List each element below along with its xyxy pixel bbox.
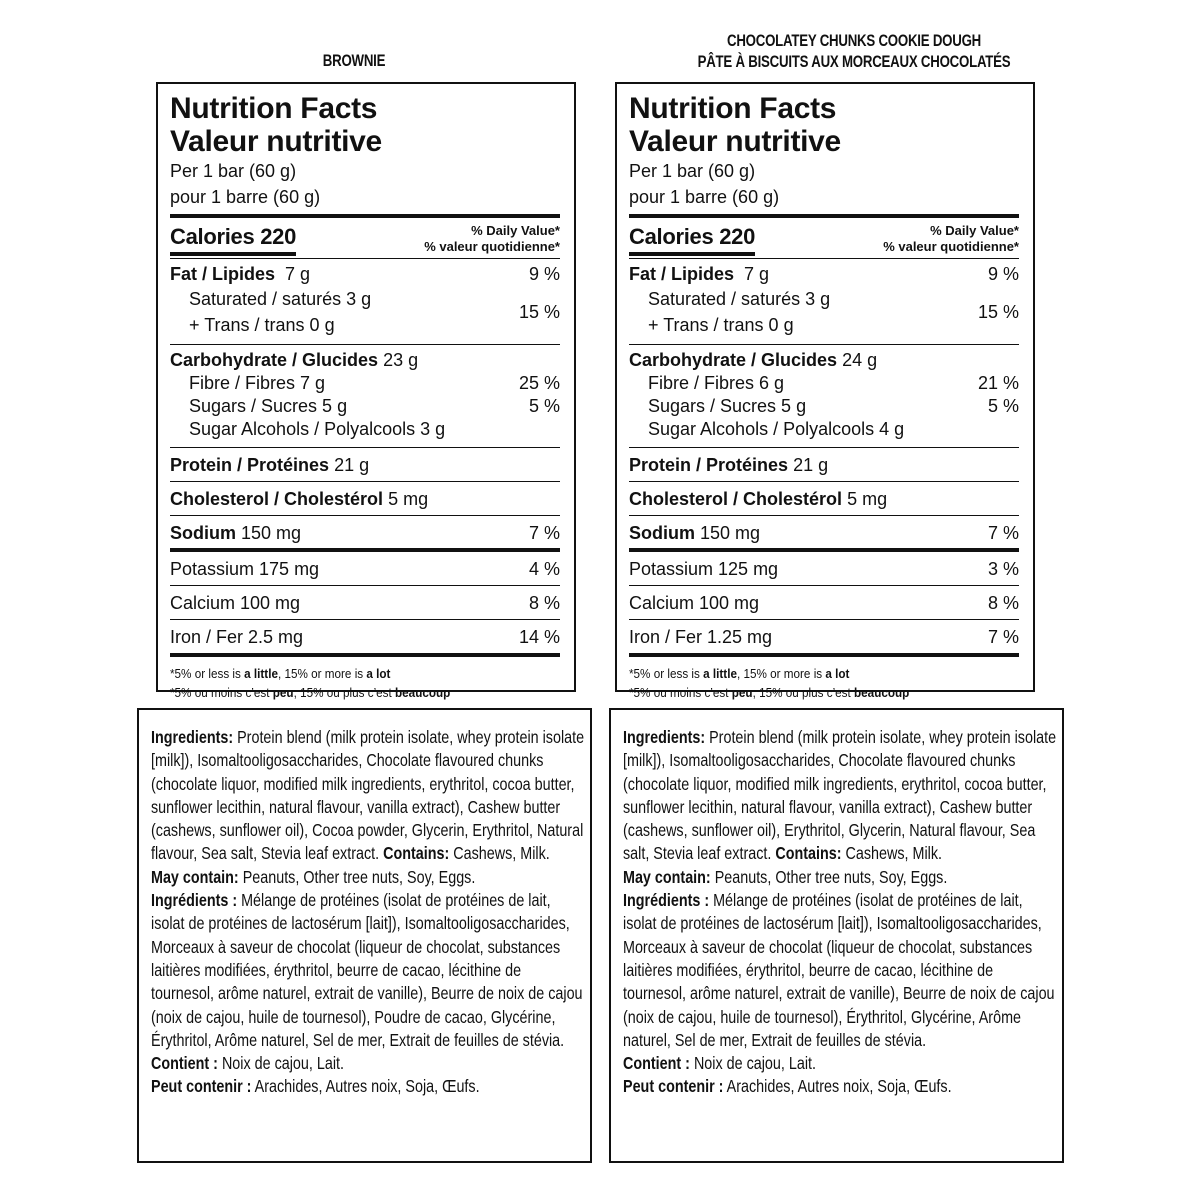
fibre-row <box>629 372 1019 395</box>
sugars-percent: 5 % <box>987 396 1019 416</box>
contient-text: Noix de cajou, Lait. <box>689 1053 816 1074</box>
may-contain-label: May contain: <box>623 866 711 887</box>
may-contain-label: May contain: <box>151 866 239 887</box>
ingredients-fr-label: Ingrédients : <box>151 890 238 911</box>
saturated-trans-percent: 15 % <box>518 302 560 322</box>
fat-group <box>629 259 1019 344</box>
ingredients-fr <box>623 889 1058 1052</box>
iron-percent: 7 % <box>987 627 1019 647</box>
serving-size-en: Per 1 bar (60 g) <box>170 161 297 181</box>
fat-amount: 7 g <box>744 264 770 284</box>
potassium-amount: Potassium 125 mg <box>629 559 779 579</box>
ingredients-en <box>151 726 586 866</box>
nutrition-heading-en: Nutrition Facts <box>170 92 378 125</box>
sugar-alcohols-amount: Sugar Alcohols / Polyalcools 4 g <box>648 419 905 439</box>
protein-row <box>170 448 560 481</box>
divider <box>170 653 560 657</box>
sugar-alcohols-row <box>170 418 560 441</box>
serving-size-fr: pour 1 barre (60 g) <box>629 187 780 207</box>
nutrition-heading-en: Nutrition Facts <box>629 92 837 125</box>
product-title-line: PÂTE À BISCUITS AUX MORCEAUX CHOCOLATÉS <box>697 52 1011 71</box>
carbohydrate-row <box>629 349 1019 372</box>
fibre-percent: 25 % <box>518 373 560 393</box>
carbohydrate-row <box>170 349 560 372</box>
potassium-percent: 4 % <box>528 559 560 579</box>
saturated-fat: Saturated / saturés 3 g <box>189 289 372 309</box>
contains-text: Cashews, Milk. <box>449 843 550 864</box>
peut-contenir <box>151 1075 586 1098</box>
fibre-amount: Fibre / Fibres 7 g <box>189 373 326 393</box>
sodium-row <box>629 516 1019 548</box>
iron-amount: Iron / Fer 2.5 mg <box>170 627 304 647</box>
footnote-text: *5% ou moins c’est <box>170 685 273 700</box>
footnote-emphasis: a lot <box>366 666 391 681</box>
footnote-emphasis: a little <box>703 666 737 681</box>
nutrition-facts-panel-brownie <box>156 82 576 700</box>
contains-label: Contains: <box>775 843 842 864</box>
ingredients-en <box>623 726 1058 866</box>
potassium-percent: 3 % <box>987 559 1019 579</box>
footnote-text: *5% or less is <box>629 666 704 681</box>
footnote-emphasis: beaucoup <box>395 685 451 700</box>
daily-value-footnote <box>629 664 980 702</box>
footnote-text: , 15% or more is <box>277 666 367 681</box>
contient <box>623 1052 1058 1075</box>
iron-row <box>629 620 1019 653</box>
trans-fat: + Trans / trans 0 g <box>189 315 335 335</box>
ingredients-text: Protein blend (milk protein isolate, whey protein isolate [milk]), Isomaltooligosaccharides, Chocolate flavoured chunks (chocolate liquor, modified milk ingredients, erythritol, cocoa butter, sunflower lecithin, natural flavour, vanilla extract), Cashew butter (cashews, sunflower oil), Erythritol, Glycerin, Natural flavour, Sea salt, Stevia leaf extract. <box>623 727 1057 864</box>
fat-percent: 9 % <box>528 264 560 284</box>
product-title-cookie-dough <box>667 30 1041 72</box>
protein-label: Protein / Protéines <box>629 455 789 475</box>
fat-label: Fat / Lipides <box>629 264 735 284</box>
cholesterol-row <box>170 482 560 515</box>
iron-amount: Iron / Fer 1.25 mg <box>629 627 773 647</box>
ingredients-label: Ingredients: <box>623 727 706 747</box>
cholesterol-amount: 5 mg <box>388 489 429 509</box>
fibre-percent: 21 % <box>977 373 1019 393</box>
potassium-row <box>629 552 1019 585</box>
product-title-line: CHOCOLATEY CHUNKS COOKIE DOUGH <box>726 31 982 50</box>
may-contain <box>623 866 1058 889</box>
daily-value-en: % Daily Value* <box>471 223 560 238</box>
ingredients-panel-brownie <box>137 708 592 1163</box>
ingredients-fr <box>151 889 586 1052</box>
ingredients-panel-cookie-dough <box>609 708 1064 1163</box>
sodium-row <box>170 516 560 548</box>
sugars-percent: 5 % <box>528 396 560 416</box>
footnote-emphasis: a lot <box>825 666 850 681</box>
carbohydrate-group <box>629 345 1019 447</box>
nutrition-facts-panel-cookie-dough <box>615 82 1035 700</box>
fat-row <box>170 263 560 286</box>
fat-group <box>170 259 560 344</box>
daily-value-fr: % valeur quotidienne* <box>883 239 1019 254</box>
sugar-alcohols-amount: Sugar Alcohols / Polyalcools 3 g <box>189 419 446 439</box>
carbohydrate-amount: 24 g <box>842 350 878 370</box>
fat-row <box>629 263 1019 286</box>
saturated-trans-row <box>629 286 1019 338</box>
ingredients-fr-text: Mélange de protéines (isolat de protéines de lait, isolat de protéines de lactosérum [lait]), Isomaltooligosaccharides, Morceaux à saveur de chocolat (liqueur de chocolat, substances laitières modifiées, érythritol, beurre de cacao, lécithine de tournesol, arôme naturel, extrait de vanille), Beurre de noix de cajou (noix de cajou, huile de tournesol), Érythritol, Glycérine, Arôme naturel, Sel de mer, Extrait de feuilles de stévia. <box>623 890 1055 1050</box>
fat-percent: 9 % <box>987 264 1019 284</box>
protein-row <box>629 448 1019 481</box>
footnote-emphasis: peu <box>272 685 294 700</box>
cholesterol-row <box>629 482 1019 515</box>
cholesterol-amount: 5 mg <box>847 489 888 509</box>
footnote-emphasis: a little <box>244 666 278 681</box>
protein-amount: 21 g <box>793 455 829 475</box>
sodium-percent: 7 % <box>528 523 560 543</box>
calcium-row <box>170 586 560 619</box>
footnote-en <box>629 664 980 683</box>
contains-text: Cashews, Milk. <box>841 843 942 864</box>
daily-value-footnote <box>170 664 521 702</box>
iron-percent: 14 % <box>518 627 560 647</box>
carbohydrate-label: Carbohydrate / Glucides <box>170 350 379 370</box>
calcium-amount: Calcium 100 mg <box>170 593 301 613</box>
calcium-row <box>629 586 1019 619</box>
peut-contenir-label: Peut contenir : <box>151 1076 252 1097</box>
serving-size-fr: pour 1 barre (60 g) <box>170 187 321 207</box>
sodium-amount: 150 mg <box>241 523 302 543</box>
potassium-row <box>170 552 560 585</box>
may-contain-text: Peanuts, Other tree nuts, Soy, Eggs. <box>238 866 476 887</box>
may-contain <box>151 866 586 889</box>
fibre-row <box>170 372 560 395</box>
protein-label: Protein / Protéines <box>170 455 330 475</box>
footnote-text: *5% or less is <box>170 666 245 681</box>
nutrition-heading-fr: Valeur nutritive <box>170 125 382 158</box>
calories-value: Calories 220 <box>629 224 755 256</box>
may-contain-text: Peanuts, Other tree nuts, Soy, Eggs. <box>710 866 948 887</box>
sugars-row <box>170 395 560 418</box>
saturated-trans-percent: 15 % <box>977 302 1019 322</box>
sugars-amount: Sugars / Sucres 5 g <box>189 396 348 416</box>
daily-value-heading <box>883 223 1019 255</box>
contient <box>151 1052 586 1075</box>
footnote-text: *5% ou moins c’est <box>629 685 732 700</box>
cholesterol-label: Cholesterol / Cholestérol <box>170 489 384 509</box>
footnote-fr <box>629 683 980 702</box>
sodium-label: Sodium <box>170 523 236 543</box>
sugar-alcohols-row <box>629 418 1019 441</box>
potassium-amount: Potassium 175 mg <box>170 559 320 579</box>
footnote-fr <box>170 683 521 702</box>
sodium-percent: 7 % <box>987 523 1019 543</box>
sugars-row <box>629 395 1019 418</box>
footnote-en <box>170 664 521 683</box>
ingredients-fr-text: Mélange de protéines (isolat de protéines de lait, isolat de protéines de lactosérum [lait]), Isomaltooligosaccharides, Morceaux à saveur de chocolat (liqueur de chocolat, substances laitières modifiées, érythritol, beurre de cacao, lécithine de tournesol, arôme naturel, extrait de vanille), Beurre de noix de cajou (noix de cajou, huile de tournesol), Poudre de cacao, Glycérine, Érythritol, Arôme naturel, Sel de mer, Extrait de feuilles de stévia. <box>151 890 583 1050</box>
calcium-percent: 8 % <box>987 593 1019 613</box>
peut-contenir-label: Peut contenir : <box>623 1076 724 1097</box>
cholesterol-label: Cholesterol / Cholestérol <box>629 489 843 509</box>
calories-value: Calories 220 <box>170 224 296 256</box>
footnote-text: , 15% ou plus c’est <box>752 685 855 700</box>
fat-label: Fat / Lipides <box>170 264 276 284</box>
carbohydrate-group <box>170 345 560 447</box>
saturated-trans-row <box>170 286 560 338</box>
contains-label: Contains: <box>383 843 450 864</box>
peut-contenir-text: Arachides, Autres noix, Soja, Œufs. <box>723 1076 952 1097</box>
protein-amount: 21 g <box>334 455 370 475</box>
ingredients-fr-label: Ingrédients : <box>623 890 710 911</box>
footnote-emphasis: peu <box>731 685 753 700</box>
sugars-amount: Sugars / Sucres 5 g <box>648 396 807 416</box>
ingredients-label: Ingredients: <box>151 727 234 747</box>
carbohydrate-amount: 23 g <box>383 350 419 370</box>
iron-row <box>170 620 560 653</box>
footnote-emphasis: beaucoup <box>854 685 910 700</box>
contient-label: Contient : <box>151 1053 218 1074</box>
peut-contenir <box>623 1075 1058 1098</box>
product-title-brownie <box>198 50 510 71</box>
calcium-amount: Calcium 100 mg <box>629 593 760 613</box>
trans-fat: + Trans / trans 0 g <box>648 315 794 335</box>
carbohydrate-label: Carbohydrate / Glucides <box>629 350 838 370</box>
daily-value-fr: % valeur quotidienne* <box>424 239 560 254</box>
contient-label: Contient : <box>623 1053 690 1074</box>
product-title-line: BROWNIE <box>322 51 386 70</box>
contient-text: Noix de cajou, Lait. <box>217 1053 344 1074</box>
peut-contenir-text: Arachides, Autres noix, Soja, Œufs. <box>251 1076 480 1097</box>
saturated-fat: Saturated / saturés 3 g <box>648 289 831 309</box>
sodium-amount: 150 mg <box>700 523 761 543</box>
daily-value-en: % Daily Value* <box>930 223 1019 238</box>
ingredients-text: Protein blend (milk protein isolate, whey protein isolate [milk]), Isomaltooligosaccharides, Chocolate flavoured chunks (chocolate liquor, modified milk ingredients, erythritol, cocoa butter, sunflower lecithin, natural flavour, vanilla extract), Cashew butter (cashews, sunflower oil), Cocoa powder, Glycerin, Erythritol, Natural flavour, Sea salt, Stevia leaf extract. <box>151 727 585 864</box>
calcium-percent: 8 % <box>528 593 560 613</box>
footnote-text: , 15% or more is <box>736 666 826 681</box>
calories-row <box>629 218 1019 258</box>
sodium-label: Sodium <box>629 523 695 543</box>
calories-row <box>170 218 560 258</box>
divider <box>629 653 1019 657</box>
serving-size-en: Per 1 bar (60 g) <box>629 161 756 181</box>
footnote-text: , 15% ou plus c’est <box>293 685 396 700</box>
fat-amount: 7 g <box>285 264 311 284</box>
daily-value-heading <box>424 223 560 255</box>
nutrition-heading-fr: Valeur nutritive <box>629 125 841 158</box>
fibre-amount: Fibre / Fibres 6 g <box>648 373 785 393</box>
